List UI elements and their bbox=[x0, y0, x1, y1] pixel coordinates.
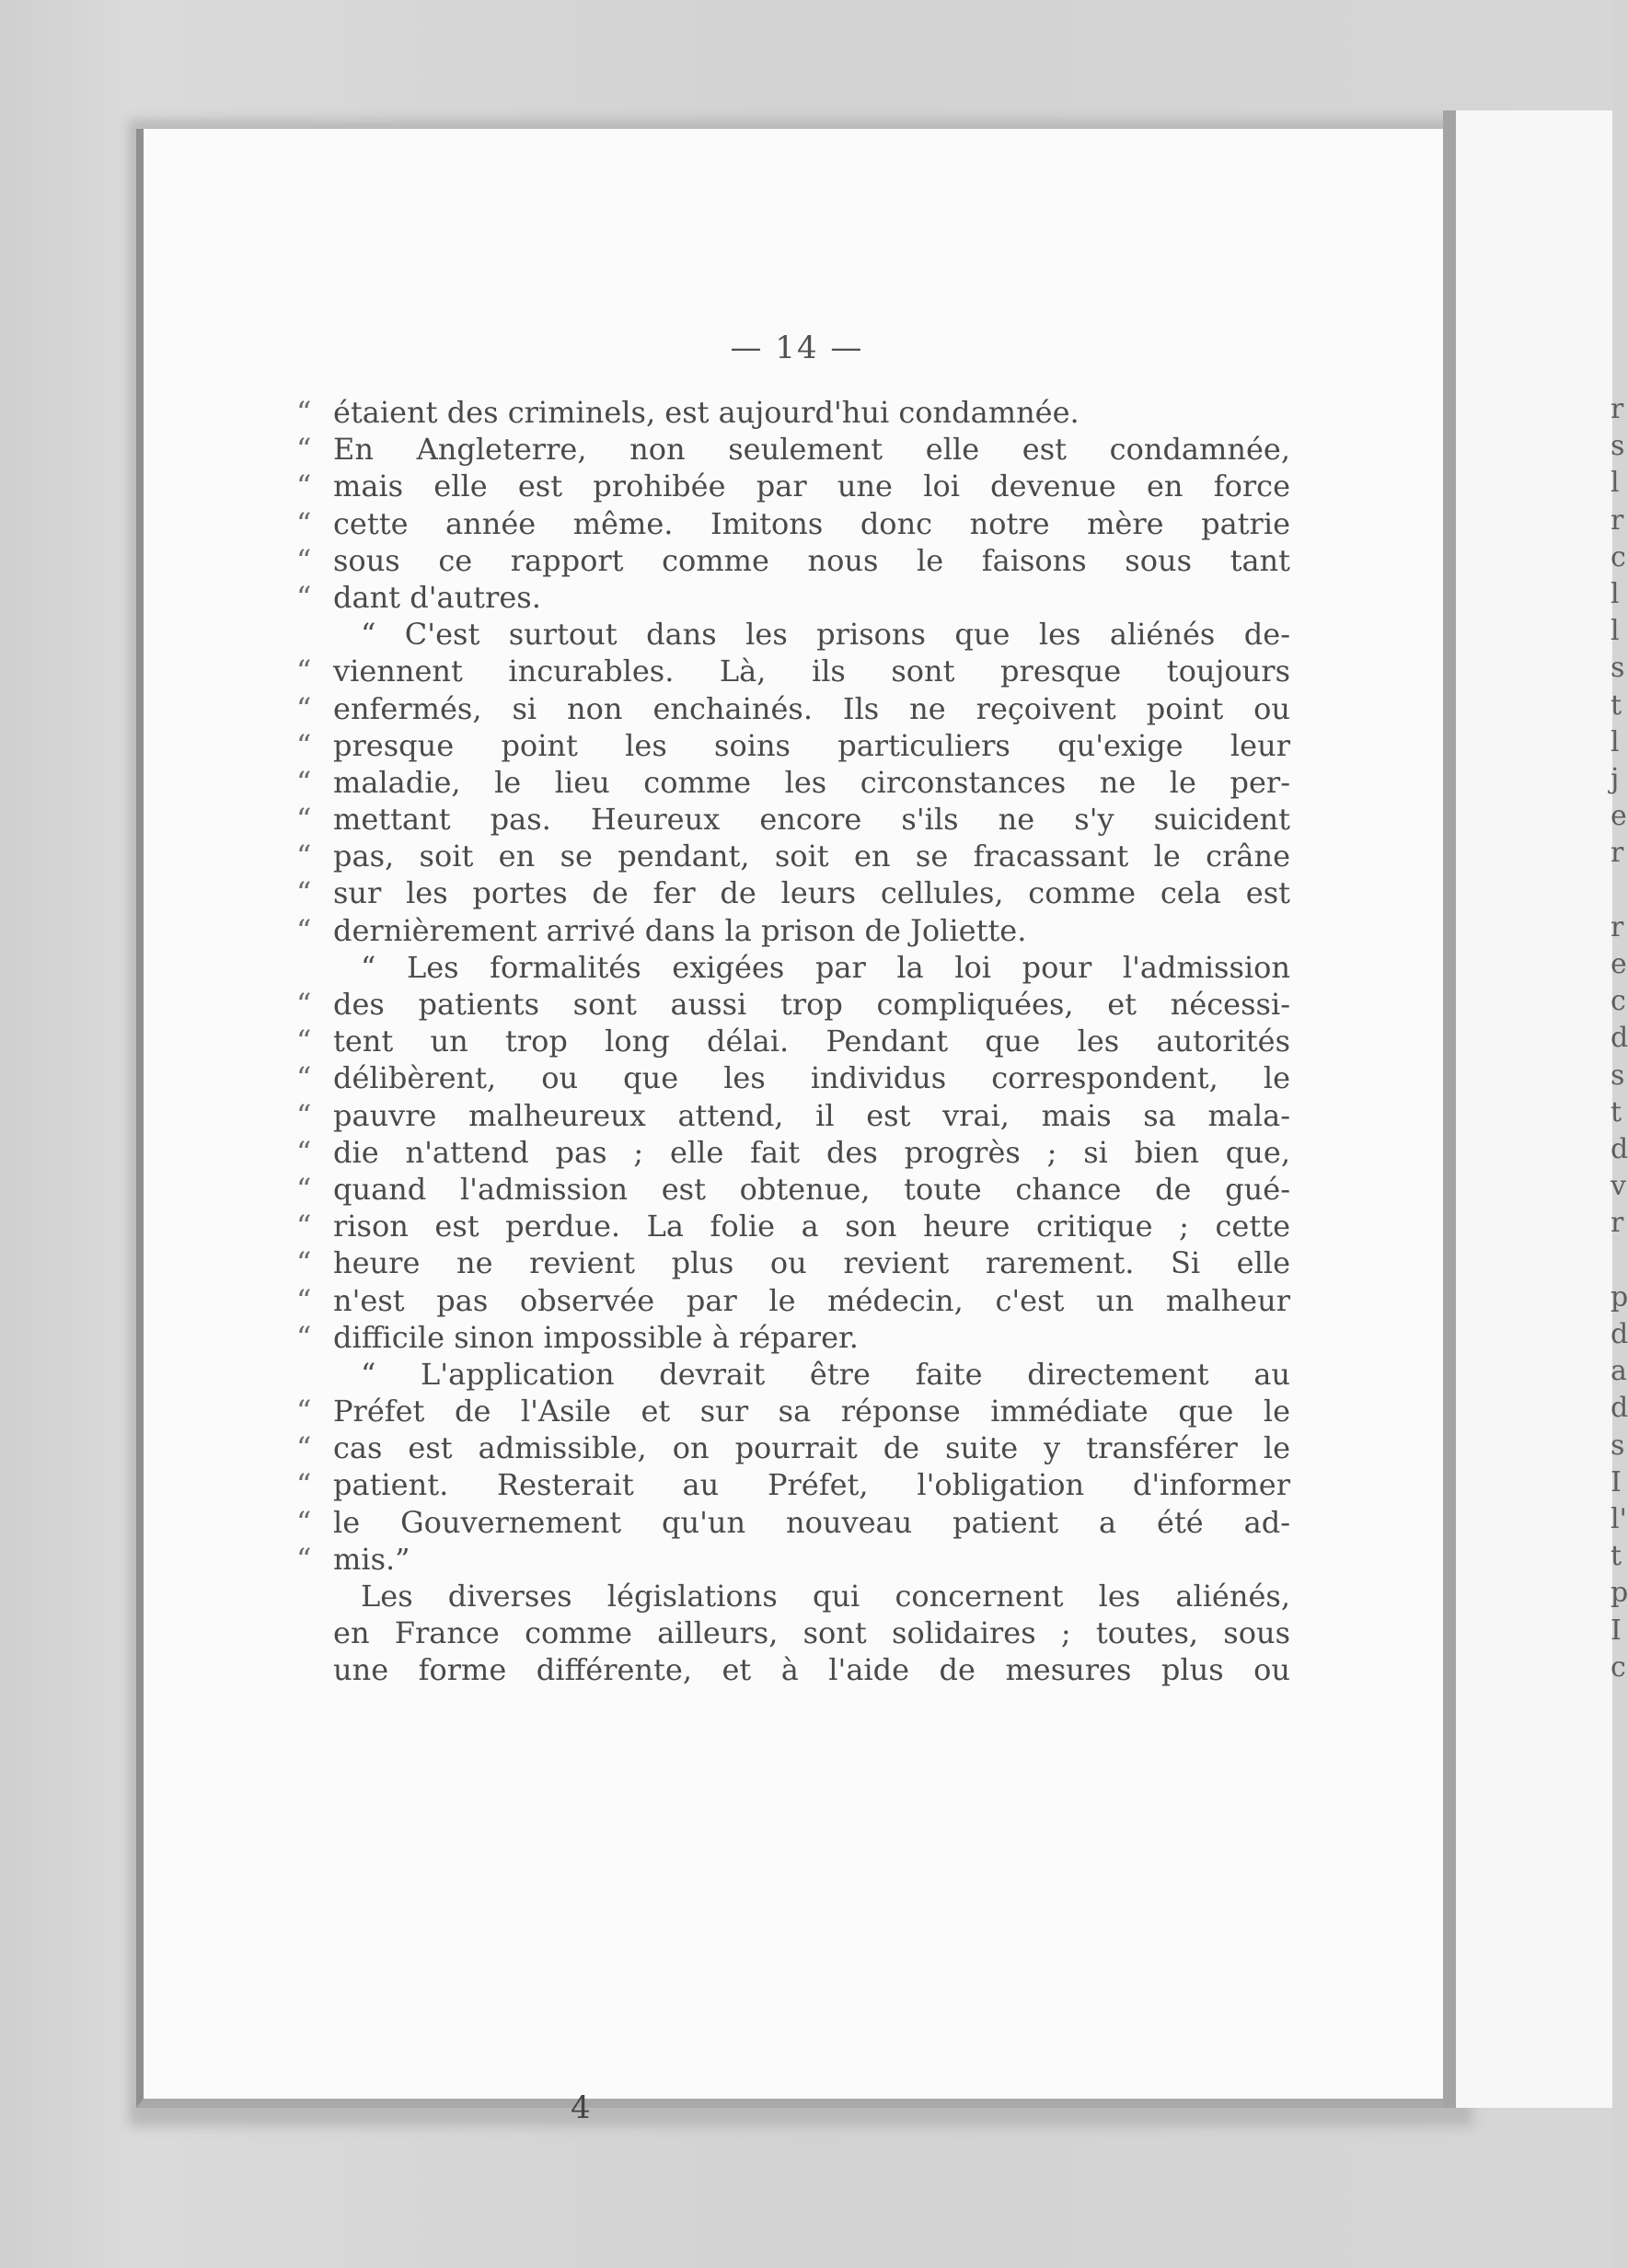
text-line bbox=[296, 1171, 1290, 1208]
text-line bbox=[296, 1244, 1290, 1281]
line-text: en France comme ailleurs, sont solidaires ; toutes, sous bbox=[333, 1615, 1290, 1651]
edge-letter: l bbox=[1611, 615, 1620, 648]
quote-mark: “ bbox=[296, 875, 312, 911]
line-text: mis.” bbox=[333, 1541, 410, 1577]
edge-letter: p bbox=[1611, 1280, 1628, 1313]
edge-letter: c bbox=[1611, 1650, 1626, 1684]
line-text: des patients sont aussi trop compliquées, et nécessi- bbox=[333, 987, 1290, 1022]
text-line bbox=[296, 912, 1290, 949]
quote-mark bbox=[296, 1356, 361, 1393]
edge-letter: p bbox=[1611, 1577, 1628, 1610]
edge-letter: t bbox=[1611, 1540, 1622, 1573]
text-line bbox=[296, 1023, 1290, 1059]
text-line bbox=[296, 1282, 1290, 1319]
text-line bbox=[296, 579, 1290, 616]
line-text: dernièrement arrivé dans la prison de Joliette. bbox=[333, 912, 1027, 948]
edge-letter: r bbox=[1611, 837, 1624, 870]
quote-mark: “ bbox=[296, 764, 312, 800]
edge-letter: l bbox=[1611, 725, 1620, 758]
quote-mark: “ bbox=[296, 1504, 312, 1540]
quote-mark: “ bbox=[296, 1282, 312, 1318]
quote-mark bbox=[296, 1578, 361, 1614]
edge-letter: e bbox=[1611, 800, 1627, 833]
edge-letter: t bbox=[1611, 688, 1622, 722]
quote-mark: “ bbox=[296, 1097, 312, 1133]
line-text: patient. Resterait au Préfet, l'obligation d'informer bbox=[333, 1467, 1290, 1503]
text-line bbox=[296, 874, 1290, 911]
quote-mark: “ bbox=[296, 1541, 312, 1577]
line-text: délibèrent, ou que les individus correspondent, le bbox=[333, 1060, 1290, 1096]
edge-letter: e bbox=[1611, 948, 1627, 980]
line-text: “ C'est surtout dans les prisons que les aliénés de- bbox=[361, 617, 1290, 653]
edge-letter: a bbox=[1611, 1355, 1627, 1388]
quote-mark bbox=[296, 949, 361, 986]
line-text: pas, soit en se pendant, soit en se fracassant le crâne bbox=[333, 839, 1290, 874]
text-line bbox=[296, 1651, 1290, 1688]
line-text: heure ne revient plus ou revient rarement. Si elle bbox=[333, 1245, 1290, 1281]
text-line bbox=[296, 801, 1290, 838]
line-text: dant d'autres. bbox=[333, 579, 541, 615]
quote-mark: “ bbox=[296, 505, 312, 541]
text-line bbox=[296, 431, 1290, 468]
text-line bbox=[296, 394, 1290, 431]
quote-mark: “ bbox=[296, 542, 312, 578]
quote-mark: “ bbox=[296, 727, 312, 763]
page-text bbox=[296, 394, 1290, 1689]
quote-mark: “ bbox=[296, 839, 312, 874]
page-number: — 14 — bbox=[730, 330, 864, 366]
quote-mark: “ bbox=[296, 1245, 312, 1281]
text-line bbox=[296, 1059, 1290, 1096]
edge-letter: l bbox=[1611, 467, 1620, 500]
text-line bbox=[296, 616, 1290, 653]
quote-mark: “ bbox=[296, 690, 312, 726]
line-text: die n'attend pas ; elle fait des progrès ; si bien que, bbox=[333, 1134, 1290, 1170]
edge-letter: s bbox=[1611, 1059, 1625, 1092]
line-text: quand l'admission est obtenue, toute chance de gué- bbox=[333, 1171, 1290, 1207]
line-text: sur les portes de fer de leurs cellules, comme cela est bbox=[333, 875, 1290, 911]
text-line bbox=[296, 1208, 1290, 1244]
text-line bbox=[296, 690, 1290, 727]
quote-mark: “ bbox=[296, 1134, 312, 1170]
edge-letter: r bbox=[1611, 1207, 1624, 1240]
edge-letter: I bbox=[1611, 1614, 1622, 1647]
edge-letter: j bbox=[1611, 763, 1620, 795]
line-text: En Angleterre, non seulement elle est condamnée, bbox=[333, 432, 1290, 468]
footer-mark: 4 bbox=[571, 2089, 591, 2126]
quote-mark bbox=[296, 1651, 333, 1688]
edge-letter: I bbox=[1611, 1465, 1622, 1498]
edge-letter: t bbox=[1611, 1095, 1622, 1128]
text-line bbox=[296, 1319, 1290, 1356]
line-text: “ L'application devrait être faite directement au bbox=[361, 1356, 1290, 1392]
quote-mark: “ bbox=[296, 1430, 312, 1466]
quote-mark: “ bbox=[296, 1319, 312, 1355]
text-line bbox=[296, 838, 1290, 874]
quote-mark: “ bbox=[296, 1467, 312, 1503]
line-text: cas est admissible, on pourrait de suite y transférer le bbox=[333, 1430, 1290, 1466]
edge-letter: d bbox=[1611, 1022, 1628, 1055]
line-text: viennent incurables. Là, ils sont presque toujours bbox=[333, 654, 1290, 689]
edge-letter: v bbox=[1611, 1170, 1626, 1203]
quote-mark: “ bbox=[296, 1171, 312, 1207]
quote-mark: “ bbox=[296, 912, 312, 948]
text-line bbox=[296, 1466, 1290, 1503]
edge-letter: s bbox=[1611, 652, 1625, 685]
line-text: n'est pas observée par le médecin, c'est un malheur bbox=[333, 1282, 1290, 1318]
line-text: mais elle est prohibée par une loi devenue en force bbox=[333, 469, 1290, 504]
line-text: cette année même. Imitons donc notre mère patrie bbox=[333, 505, 1290, 541]
quote-mark: “ bbox=[296, 1024, 312, 1059]
next-page-edge bbox=[1443, 110, 1628, 2108]
line-text: le Gouvernement qu'un nouveau patient a été ad- bbox=[333, 1504, 1290, 1540]
text-line bbox=[296, 1541, 1290, 1578]
line-text: rison est perdue. La folie a son heure critique ; cette bbox=[333, 1209, 1290, 1244]
text-line bbox=[296, 949, 1290, 986]
line-text: sous ce rapport comme nous le faisons sous tant bbox=[333, 542, 1290, 578]
text-line bbox=[296, 1614, 1290, 1651]
line-text: mettant pas. Heureux encore s'ils ne s'y suicident bbox=[333, 802, 1290, 838]
quote-mark: “ bbox=[296, 654, 312, 689]
quote-mark: “ bbox=[296, 1209, 312, 1244]
quote-mark bbox=[296, 616, 361, 653]
quote-mark: “ bbox=[296, 1394, 312, 1429]
text-line bbox=[296, 764, 1290, 801]
text-line bbox=[296, 653, 1290, 689]
line-text: pauvre malheureux attend, il est vrai, mais sa mala- bbox=[333, 1097, 1290, 1133]
edge-letter: c bbox=[1611, 540, 1626, 573]
text-line bbox=[296, 542, 1290, 579]
line-text: tent un trop long délai. Pendant que les autorités bbox=[333, 1024, 1290, 1059]
text-line bbox=[296, 727, 1290, 764]
quote-mark: “ bbox=[296, 395, 312, 430]
edge-letter: r bbox=[1611, 393, 1624, 425]
quote-mark: “ bbox=[296, 469, 312, 504]
quote-mark: “ bbox=[296, 432, 312, 468]
edge-letter: s bbox=[1611, 1429, 1625, 1462]
line-text: maladie, le lieu comme les circonstances ne le per- bbox=[333, 764, 1290, 800]
text-line bbox=[296, 1504, 1290, 1541]
text-line bbox=[296, 1356, 1290, 1393]
text-line bbox=[296, 468, 1290, 504]
edge-letter: c bbox=[1611, 985, 1626, 1018]
edge-letter: d bbox=[1611, 1133, 1628, 1165]
edge-letter: l' bbox=[1611, 1503, 1627, 1535]
quote-mark: “ bbox=[296, 1060, 312, 1096]
edge-letter: r bbox=[1611, 503, 1624, 537]
edge-letter: d bbox=[1611, 1392, 1628, 1425]
line-text: presque point les soins particuliers qu'exige leur bbox=[333, 727, 1290, 763]
quote-mark: “ bbox=[296, 802, 312, 838]
line-text: “ Les formalités exigées par la loi pour l'admission bbox=[361, 949, 1290, 985]
text-line bbox=[296, 1578, 1290, 1614]
line-text: Les diverses législations qui concernent les aliénés, bbox=[361, 1579, 1290, 1614]
quote-mark: “ bbox=[296, 579, 312, 615]
text-line bbox=[296, 1393, 1290, 1429]
quote-mark: “ bbox=[296, 987, 312, 1022]
line-text: difficile sinon impossible à réparer. bbox=[333, 1319, 859, 1355]
edge-letter: s bbox=[1611, 430, 1625, 463]
edge-letter: d bbox=[1611, 1318, 1628, 1350]
line-text: une forme différente, et à l'aide de mesures plus ou bbox=[333, 1652, 1290, 1688]
text-line bbox=[296, 1097, 1290, 1134]
text-line bbox=[296, 1134, 1290, 1171]
quote-mark bbox=[296, 1614, 333, 1651]
text-line bbox=[296, 1429, 1290, 1466]
text-line bbox=[296, 505, 1290, 542]
line-text: Préfet de l'Asile et sur sa réponse immédiate que le bbox=[333, 1394, 1290, 1429]
line-text: étaient des criminels, est aujourd'hui condamnée. bbox=[333, 395, 1080, 430]
edge-letter: r bbox=[1611, 910, 1624, 943]
line-text: enfermés, si non enchainés. Ils ne reçoivent point ou bbox=[333, 690, 1290, 726]
text-line bbox=[296, 986, 1290, 1023]
edge-letter: l bbox=[1611, 578, 1620, 610]
